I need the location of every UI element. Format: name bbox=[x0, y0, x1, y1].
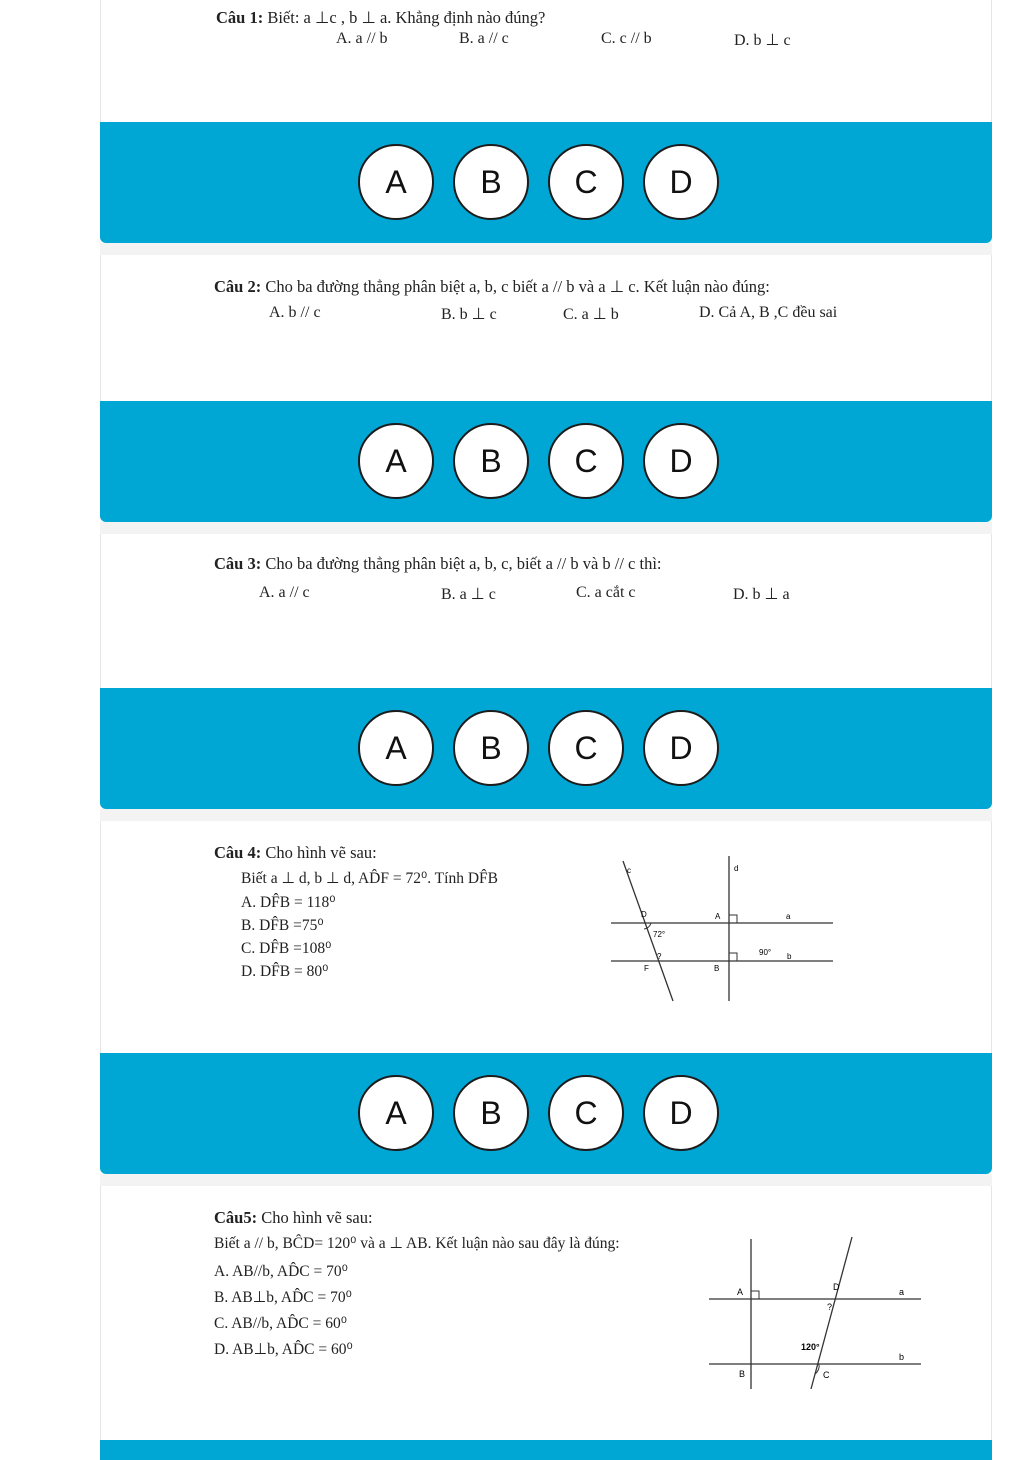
question-3-option-d: D. b ⊥ a bbox=[733, 586, 790, 603]
question-5-option-c: C. AB//b, AD̂C = 60⁰ bbox=[214, 1315, 347, 1332]
label-a: a bbox=[786, 912, 791, 921]
answer-c-button[interactable]: C bbox=[548, 1075, 624, 1151]
right-angle-mark bbox=[751, 1291, 759, 1299]
question-1-option-b: B. a // c bbox=[459, 30, 509, 47]
question-2-answer-bar bbox=[100, 401, 992, 522]
label-A: A bbox=[715, 912, 721, 921]
question-2-option-d: D. Cả A, B ,C đều sai bbox=[699, 304, 838, 321]
question-5-title: Câu5: Cho hình vẽ sau: bbox=[214, 1208, 373, 1227]
question-5-option-a: A. AB//b, AD̂C = 70⁰ bbox=[214, 1263, 348, 1280]
question-5-answer-bar bbox=[100, 1440, 992, 1460]
label-C: C bbox=[823, 1370, 830, 1380]
question-1-option-d: D. b ⊥ c bbox=[734, 32, 791, 49]
separator bbox=[100, 1174, 992, 1186]
question-1-answer-bar bbox=[100, 122, 992, 243]
question-3-answer-bar bbox=[100, 688, 992, 809]
answer-b-button[interactable]: B bbox=[453, 1075, 529, 1151]
line-c bbox=[623, 861, 673, 1001]
answer-b-button[interactable]: B bbox=[453, 423, 529, 499]
answer-a-button[interactable]: A bbox=[358, 1075, 434, 1151]
question-5-option-b: B. AB⊥b, AD̂C = 70⁰ bbox=[214, 1289, 352, 1306]
answer-b-button[interactable]: B bbox=[453, 144, 529, 220]
question-5-given: Biết a // b, BĈD= 120⁰ và a ⊥ AB. Kết luận nào sau đây là đúng: bbox=[214, 1235, 620, 1252]
answer-a-button[interactable]: A bbox=[358, 423, 434, 499]
question-2-card bbox=[100, 255, 992, 401]
label-A: A bbox=[737, 1287, 744, 1297]
question-4-answer-bar bbox=[100, 1053, 992, 1174]
label-b: b bbox=[899, 1352, 905, 1362]
question-5-figure bbox=[709, 1234, 929, 1394]
question-2-option-a: A. b // c bbox=[269, 304, 321, 321]
question-2-title: Câu 2: Cho ba đường thẳng phân biệt a, b, c biết a // b và a ⊥ c. Kết luận nào đúng: bbox=[214, 277, 770, 296]
question-3-option-b: B. a ⊥ c bbox=[441, 586, 496, 603]
question-1-title: Câu 1: Biết: a ⊥c , b ⊥ a. Khẳng định nào đúng? bbox=[216, 8, 546, 27]
question-1-card bbox=[100, 0, 992, 122]
question-4-title: Câu 4: Cho hình vẽ sau: bbox=[214, 843, 377, 862]
answer-c-button[interactable]: C bbox=[548, 423, 624, 499]
label-unknown-angle: ? bbox=[657, 952, 662, 961]
question-4-option-c: C. DF̂B =108⁰ bbox=[241, 940, 332, 957]
question-2-option-b: B. b ⊥ c bbox=[441, 306, 497, 323]
question-3-option-c: C. a cắt c bbox=[576, 584, 636, 601]
answer-a-button[interactable]: A bbox=[358, 144, 434, 220]
question-3-title: Câu 3: Cho ba đường thẳng phân biệt a, b, c, biết a // b và b // c thì: bbox=[214, 554, 662, 573]
question-5-card bbox=[100, 1186, 992, 1440]
question-2-option-c: C. a ⊥ b bbox=[563, 306, 619, 323]
question-1-option-c: C. c // b bbox=[601, 30, 652, 47]
label-c: c bbox=[627, 866, 631, 875]
label-72deg: 72° bbox=[653, 930, 666, 939]
answer-d-button[interactable]: D bbox=[643, 710, 719, 786]
question-3-card bbox=[100, 534, 992, 688]
question-4-option-a: A. DF̂B = 118⁰ bbox=[241, 894, 336, 911]
label-B: B bbox=[714, 964, 720, 973]
question-4-option-d: D. DF̂B = 80⁰ bbox=[241, 963, 329, 980]
right-angle-mark bbox=[729, 953, 737, 961]
question-4-given: Biết a ⊥ d, b ⊥ d, AD̂F = 72⁰. Tính DF̂B bbox=[241, 870, 498, 887]
question-3-option-a: A. a // c bbox=[259, 584, 310, 601]
label-unknown-angle: ? bbox=[827, 1302, 833, 1312]
label-a: a bbox=[899, 1287, 905, 1297]
label-b: b bbox=[787, 952, 792, 961]
question-5-option-d: D. AB⊥b, AD̂C = 60⁰ bbox=[214, 1341, 353, 1358]
answer-a-button[interactable]: A bbox=[358, 710, 434, 786]
question-4-option-b: B. DF̂B =75⁰ bbox=[241, 917, 324, 934]
separator bbox=[100, 243, 992, 255]
question-4-figure bbox=[601, 851, 841, 1011]
answer-d-button[interactable]: D bbox=[643, 423, 719, 499]
answer-b-button[interactable]: B bbox=[453, 710, 529, 786]
question-4-card bbox=[100, 821, 992, 1053]
answer-d-button[interactable]: D bbox=[643, 1075, 719, 1151]
separator bbox=[100, 809, 992, 821]
answer-c-button[interactable]: C bbox=[548, 710, 624, 786]
answer-c-button[interactable]: C bbox=[548, 144, 624, 220]
label-d: d bbox=[734, 864, 739, 873]
separator bbox=[100, 522, 992, 534]
label-F: F bbox=[644, 964, 649, 973]
label-120deg: 120° bbox=[801, 1342, 820, 1352]
label-D: D bbox=[641, 910, 647, 919]
label-90deg: 90° bbox=[759, 948, 772, 957]
answer-d-button[interactable]: D bbox=[643, 144, 719, 220]
label-B: B bbox=[739, 1369, 746, 1379]
question-1-option-a: A. a // b bbox=[336, 30, 388, 47]
label-D: D bbox=[833, 1282, 840, 1292]
right-angle-mark bbox=[729, 915, 737, 923]
line-DC bbox=[811, 1237, 852, 1389]
